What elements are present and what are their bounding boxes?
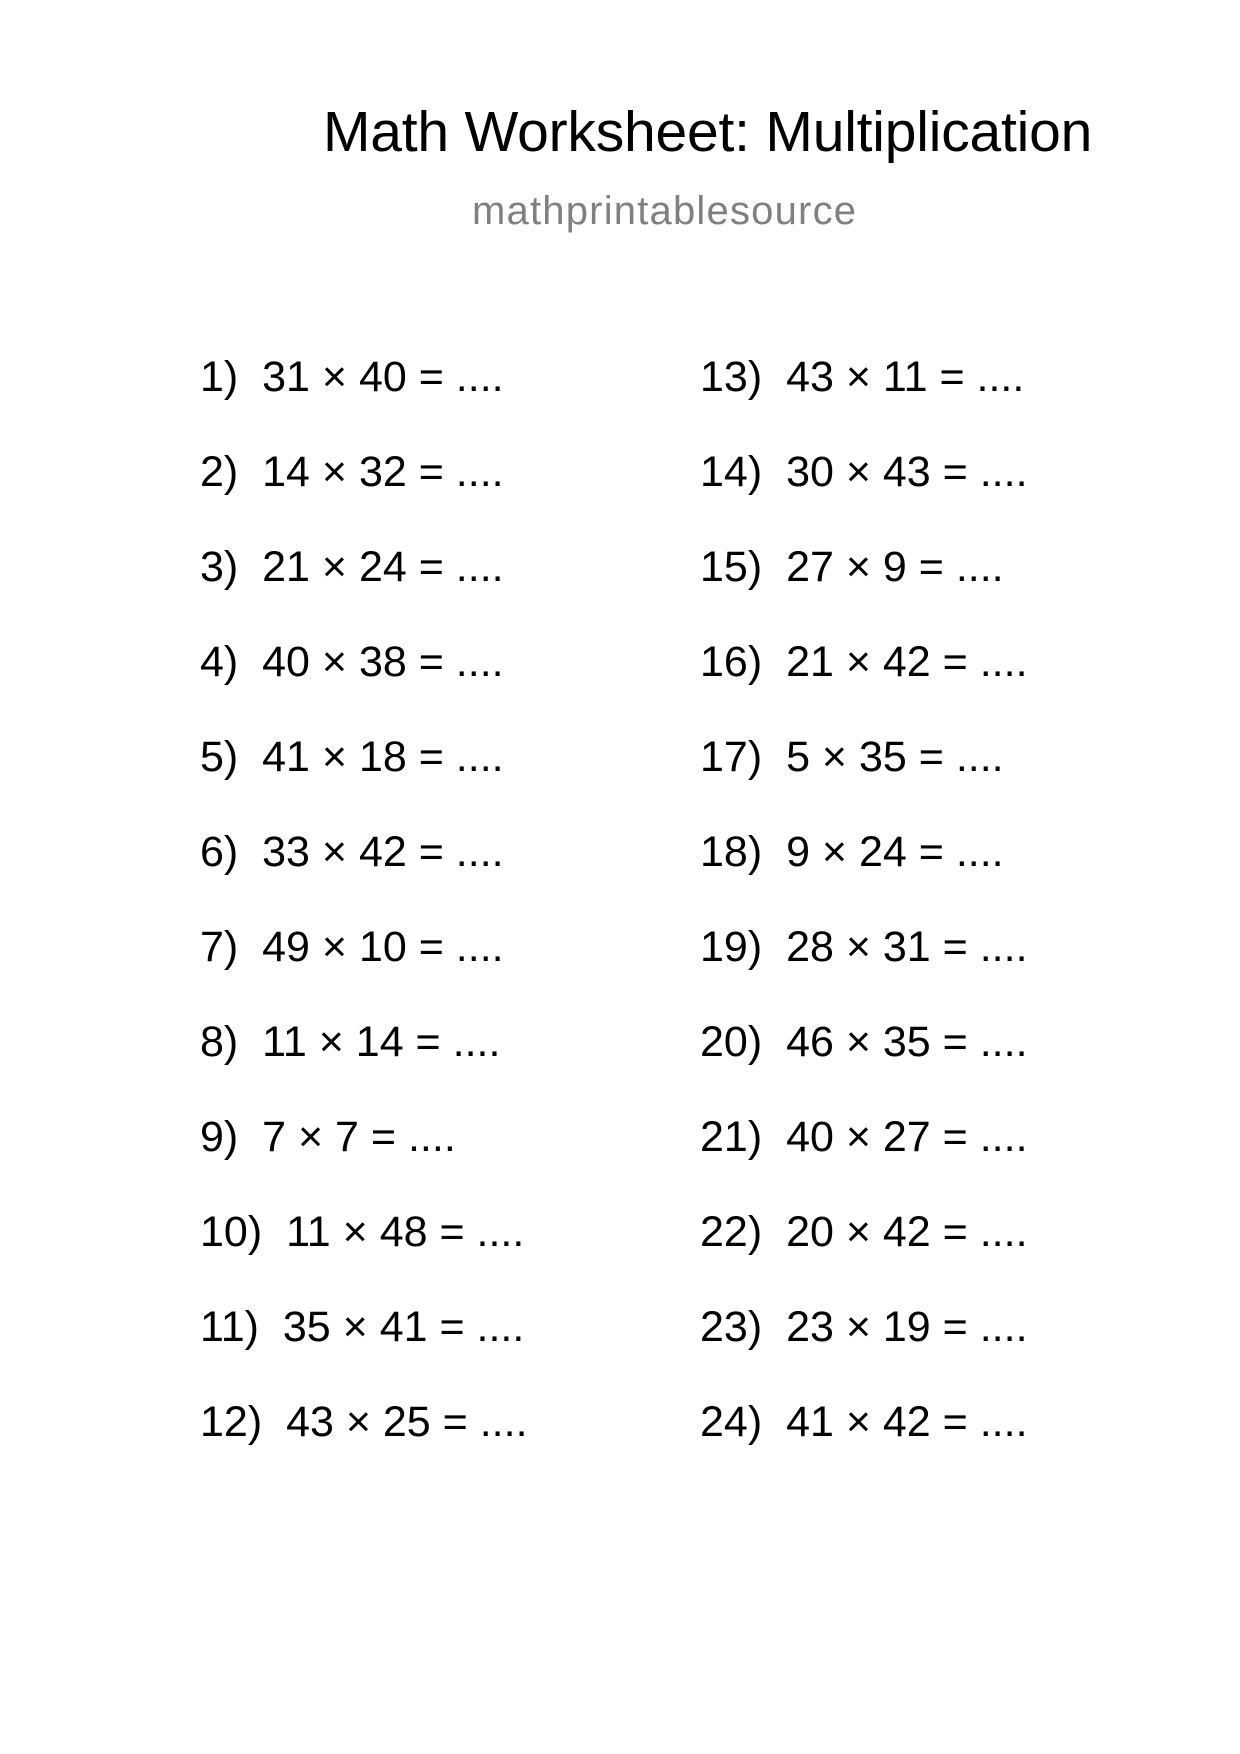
page-title: Math Worksheet: Multiplication: [323, 100, 1093, 164]
problem-expression: 11 × 14 = ....: [262, 1018, 501, 1066]
problem-expression: 35 × 41 = ....: [282, 1303, 525, 1351]
problem-item: [200, 448, 504, 496]
problem-item: [700, 733, 1004, 781]
problem-item: [200, 1018, 501, 1066]
problem-number: 18): [700, 828, 763, 876]
problem-expression: 20 × 42 = ....: [786, 1208, 1028, 1256]
problem-item: [200, 1113, 456, 1161]
problem-expression: 33 × 42 = ....: [262, 828, 504, 876]
problem-expression: 41 × 18 = ....: [262, 733, 504, 781]
problem-item: [700, 1018, 1028, 1066]
problem-number: 5): [200, 733, 239, 781]
problem-item: [200, 733, 504, 781]
problem-item: [700, 543, 1004, 591]
problem-number: 6): [200, 828, 239, 876]
problem-item: [200, 923, 504, 971]
problem-expression: 49 × 10 = ....: [262, 923, 504, 971]
problem-item: [200, 1398, 528, 1446]
problem-item: [200, 638, 504, 686]
problem-number: 20): [700, 1018, 763, 1066]
problem-expression: 31 × 40 = ....: [262, 353, 504, 401]
problem-expression: 43 × 11 = ....: [786, 353, 1025, 401]
problem-number: 7): [200, 923, 239, 971]
problem-number: 19): [700, 923, 763, 971]
problem-number: 15): [700, 543, 763, 591]
problem-number: 2): [200, 448, 239, 496]
problem-expression: 43 × 25 = ....: [286, 1398, 528, 1446]
problem-number: 21): [700, 1113, 763, 1161]
problem-expression: 5 × 35 = ....: [786, 733, 1004, 781]
problem-number: 10): [200, 1208, 263, 1256]
problem-number: 24): [700, 1398, 763, 1446]
problem-item: [700, 448, 1028, 496]
problem-expression: 40 × 38 = ....: [262, 638, 504, 686]
problem-item: [700, 1208, 1028, 1256]
problem-expression: 46 × 35 = ....: [786, 1018, 1028, 1066]
problem-expression: 40 × 27 = ....: [786, 1113, 1028, 1161]
problem-number: 12): [200, 1398, 263, 1446]
problem-number: 16): [700, 638, 763, 686]
problem-expression: 21 × 24 = ....: [262, 543, 504, 591]
source-subtitle: mathprintablesource: [472, 189, 858, 233]
problem-number: 14): [700, 448, 763, 496]
problem-item: [200, 1303, 525, 1351]
problem-item: [700, 638, 1028, 686]
problem-expression: 21 × 42 = ....: [786, 638, 1028, 686]
problem-item: [200, 543, 504, 591]
problem-expression: 23 × 19 = ....: [786, 1303, 1028, 1351]
problem-expression: 27 × 9 = ....: [786, 543, 1004, 591]
problem-item: [200, 828, 504, 876]
problem-expression: 11 × 48 = ....: [286, 1208, 525, 1256]
problem-expression: 41 × 42 = ....: [786, 1398, 1028, 1446]
problem-number: 13): [700, 353, 763, 401]
problem-item: [700, 923, 1028, 971]
problem-item: [700, 1303, 1028, 1351]
problem-item: [700, 1398, 1028, 1446]
problem-expression: 14 × 32 = ....: [262, 448, 504, 496]
problem-number: 1): [200, 353, 239, 401]
problem-number: 22): [700, 1208, 763, 1256]
problem-number: 8): [200, 1018, 239, 1066]
problem-number: 3): [200, 543, 239, 591]
problem-number: 17): [700, 733, 763, 781]
problem-item: [700, 1113, 1028, 1161]
problem-item: [700, 828, 1004, 876]
problem-expression: 28 × 31 = ....: [786, 923, 1028, 971]
problem-expression: 30 × 43 = ....: [786, 448, 1028, 496]
problem-item: [700, 353, 1025, 401]
problem-expression: 9 × 24 = ....: [786, 828, 1004, 876]
problem-item: [200, 353, 504, 401]
problem-number: 11): [200, 1303, 259, 1351]
problem-expression: 7 × 7 = ....: [262, 1113, 456, 1161]
problem-number: 4): [200, 638, 239, 686]
problem-item: [200, 1208, 525, 1256]
problem-number: 9): [200, 1113, 239, 1161]
problem-number: 23): [700, 1303, 763, 1351]
